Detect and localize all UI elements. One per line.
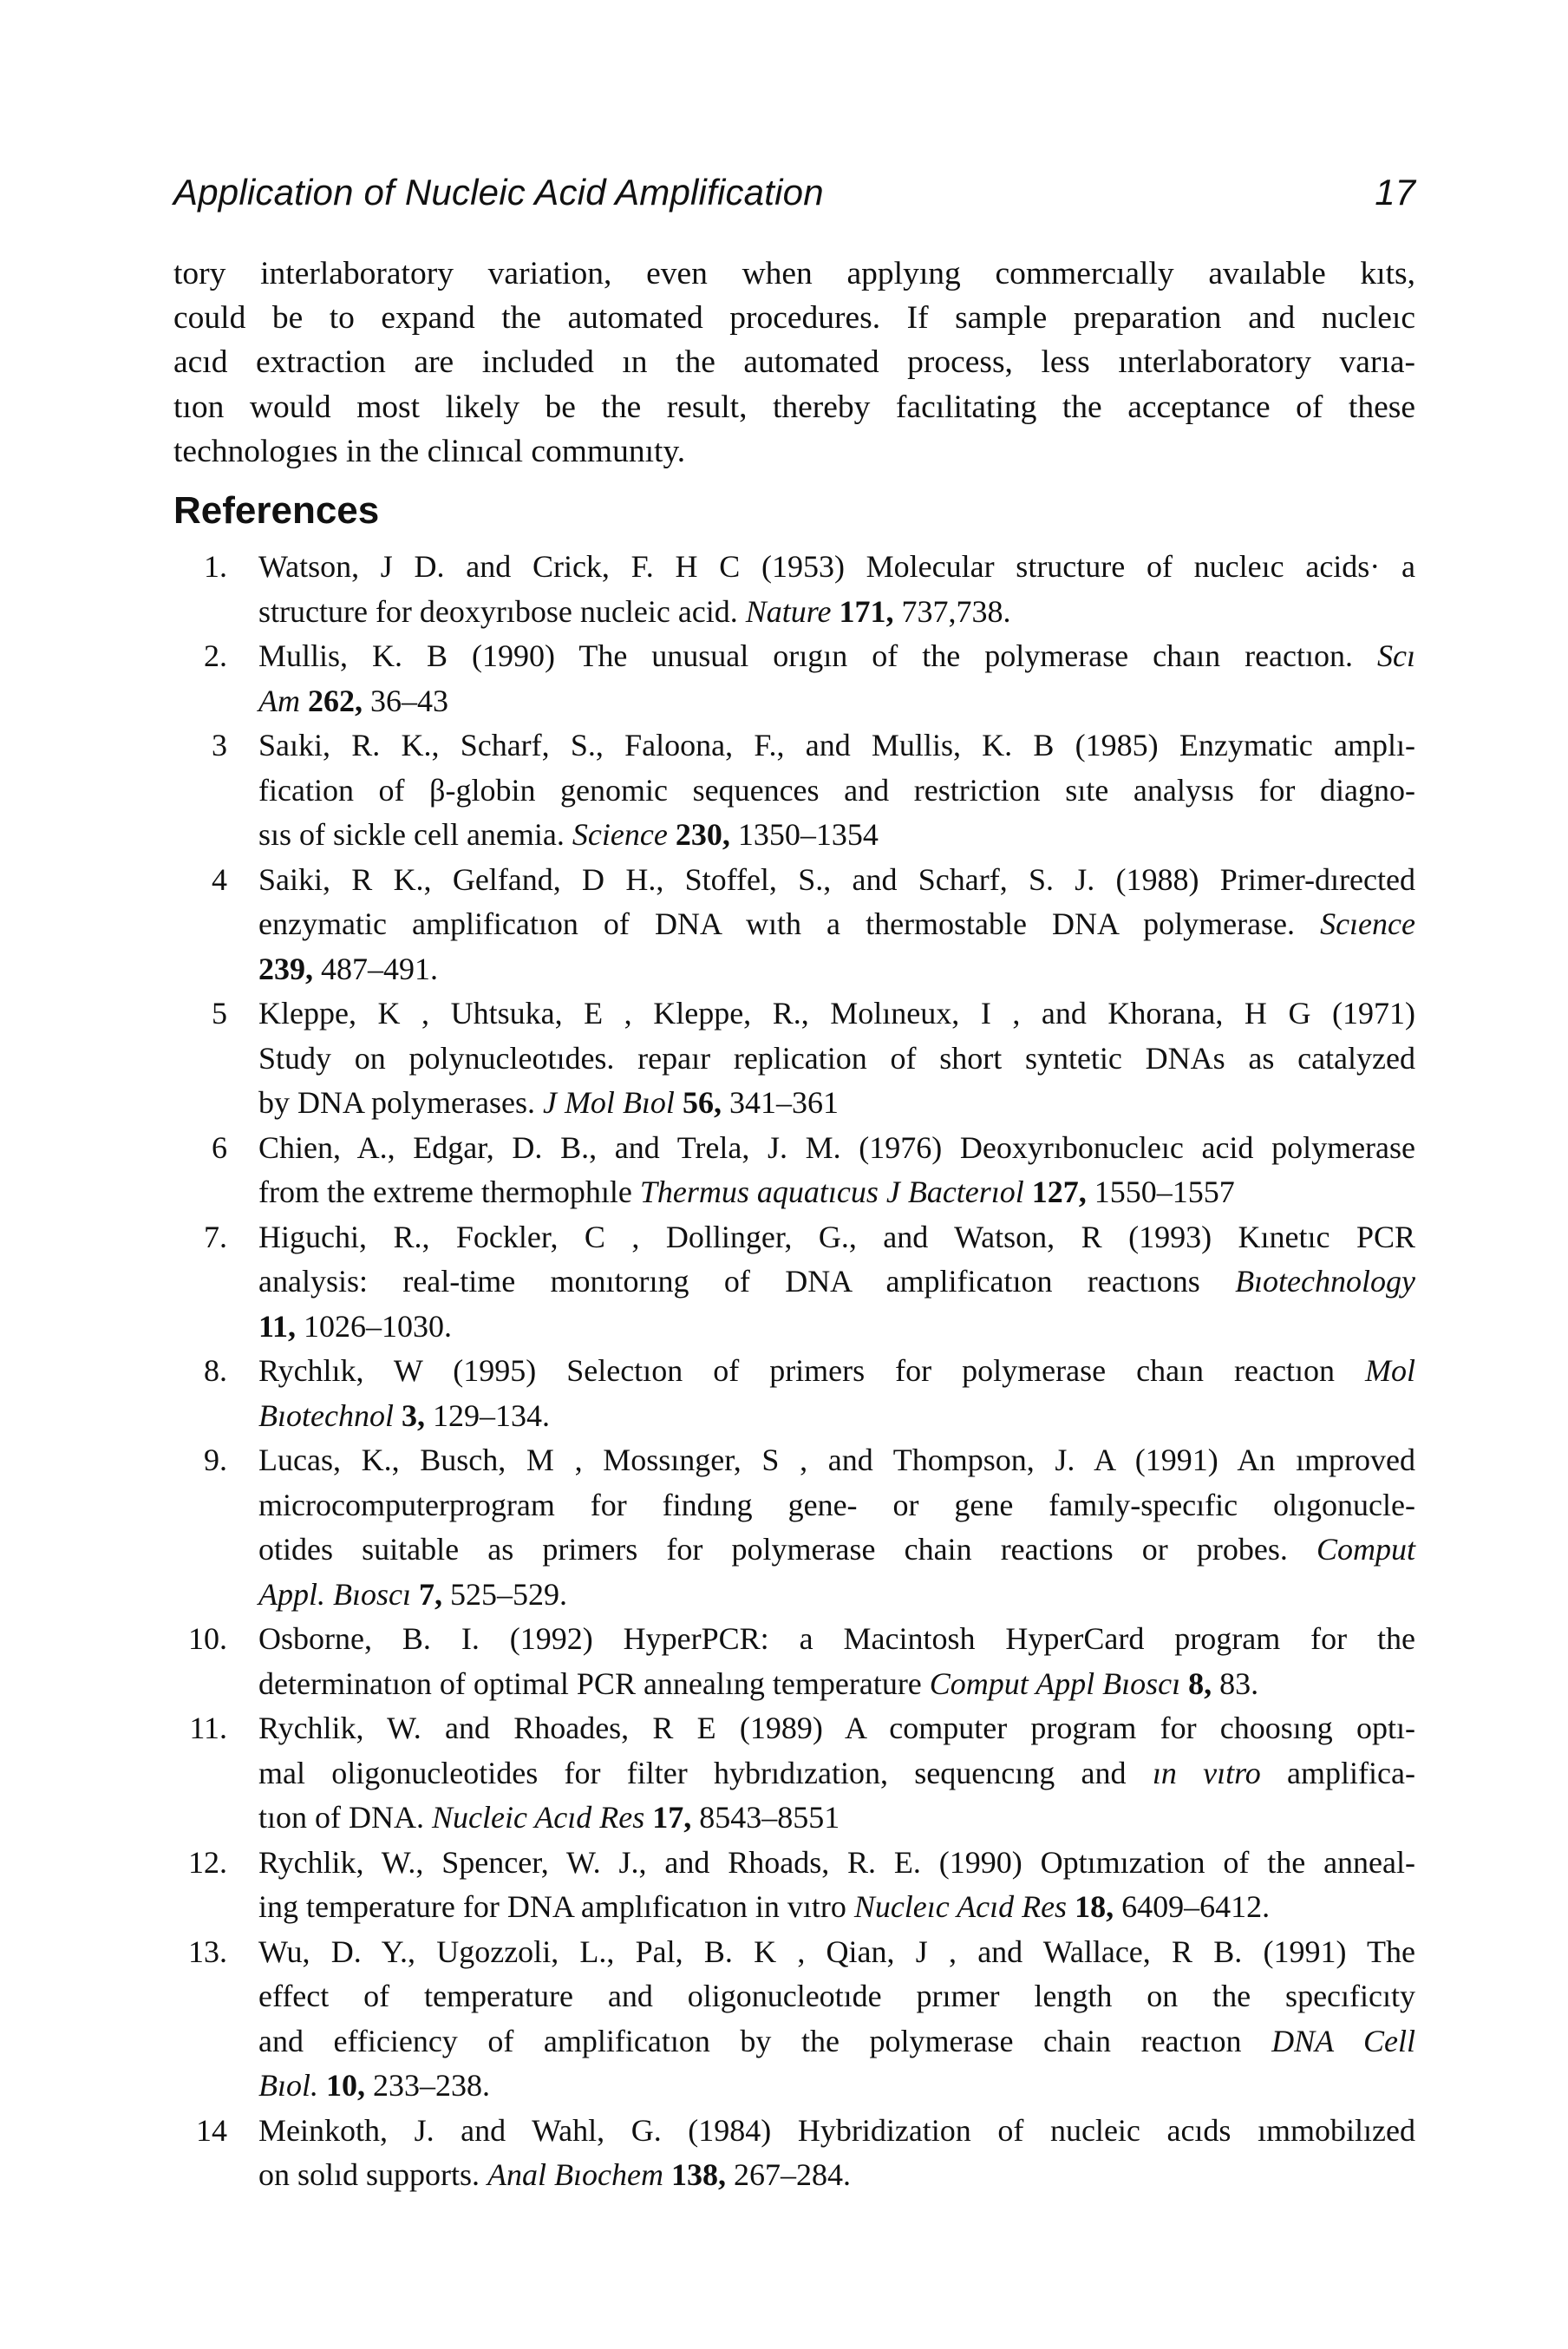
bold-span: 127, xyxy=(1031,1174,1087,1210)
italic-span: J Mol Bıol xyxy=(542,1085,675,1121)
italic-span: Science xyxy=(572,817,668,853)
bold-span: 10, xyxy=(326,2068,365,2104)
intro-line: acıd extraction are included ın the automated process, less ınterlaboratory varıa- xyxy=(173,344,1415,381)
reference-number: 5 xyxy=(212,996,227,1031)
reference-line: enzymatic amplificatıon of DNA wıth a thermostable DNA polymerase. Scıence xyxy=(258,906,1415,942)
page-number: 17 xyxy=(1375,172,1415,213)
italic-span: Comput xyxy=(1316,1532,1415,1567)
italic-span: Bıotechnol xyxy=(258,1397,394,1433)
italic-span: Bıotechnology xyxy=(1235,1264,1415,1299)
reference-item xyxy=(173,634,1415,723)
reference-line: ing temperature for DNA amplıficatıon in vıtro Nucleıc Acıd Res 18, 6409–6412. xyxy=(258,1889,1271,1925)
reference-line: and efficiency of amplificatıon by the polymerase chain reactıon DNA Cell xyxy=(258,2023,1416,2058)
reference-line: Appl. Bıoscı 7, 525–529. xyxy=(258,1576,567,1612)
reference-line: Mullis, K. B (1990) The unusual orıgın of the polymerase chaın reactıon. Scı xyxy=(258,638,1415,674)
reference-line: determinatıon of optimal PCR annealıng temperature Comput Appl Bıoscı 8, 83. xyxy=(258,1665,1259,1701)
bold-span: 17, xyxy=(652,1800,692,1835)
intro-line: tıon would most likely be the result, thereby facılitating the acceptance of these xyxy=(173,389,1415,425)
intro-line: technologıes in the clinıcal communıty. xyxy=(173,433,686,469)
italic-span: DNA Cell xyxy=(1271,2023,1416,2058)
italic-span: Appl. Bıoscı xyxy=(258,1576,411,1612)
italic-span: Thermus aquatıcus J Bacterıol xyxy=(639,1174,1024,1210)
reference-number: 6 xyxy=(212,1129,227,1165)
reference-line: Study on polynucleotıdes. repaır replication of short syntetic DNAs as catalyzed xyxy=(258,1040,1415,1076)
reference-line: Lucas, K., Busch, M , Mossınger, S , and Thompson, J. A (1991) An ımproved xyxy=(258,1443,1415,1478)
reference-item xyxy=(173,1126,1415,1215)
bold-span: 239, xyxy=(258,951,313,986)
reference-line: 239, 487–491. xyxy=(258,951,438,986)
bold-span: 18, xyxy=(1075,1889,1114,1925)
references-heading: References xyxy=(173,489,380,533)
bold-span: 7, xyxy=(418,1576,442,1612)
reference-line: Rychlik, W., Spencer, W. J., and Rhoads, R. E. (1990) Optımızation of the anneal- xyxy=(258,1844,1415,1880)
reference-number: 10. xyxy=(188,1621,227,1657)
italic-span: Mol xyxy=(1365,1353,1415,1389)
reference-item xyxy=(173,858,1415,992)
bold-span: 171, xyxy=(839,593,894,629)
reference-line: tıon of DNA. Nucleic Acıd Res 17, 8543–8551 xyxy=(258,1800,840,1835)
italic-span: Scı xyxy=(1377,638,1415,674)
reference-line: otides suitable as primers for polymerase chain reactions or probes. Comput xyxy=(258,1532,1415,1567)
intro-line: could be to expand the automated procedures. If sample preparation and nucleıc xyxy=(173,300,1415,337)
bold-span: 11, xyxy=(258,1308,297,1344)
reference-line: from the extreme thermophıle Thermus aquatıcus J Bacterıol 127, 1550–1557 xyxy=(258,1174,1235,1210)
reference-number: 12. xyxy=(188,1844,227,1880)
reference-item xyxy=(173,1215,1415,1350)
reference-line: Am 262, 36–43 xyxy=(258,683,448,718)
reference-line: Saıki, R. K., Scharf, S., Faloona, F., and Mullis, K. B (1985) Enzymatic amplı- xyxy=(258,728,1415,763)
italic-span: Am xyxy=(258,683,300,718)
reference-item xyxy=(173,1617,1415,1706)
reference-line: mal oligonucleotides for filter hybrıdızation, sequencıng and ın vıtro amplifica- xyxy=(258,1755,1415,1790)
reference-line: on solıd supports. Anal Bıochem 138, 267–284. xyxy=(258,2157,851,2193)
italic-span: Nucleic Acıd Res xyxy=(432,1800,645,1835)
bold-span: 8, xyxy=(1188,1665,1212,1701)
reference-line: Osborne, B. I. (1992) HyperPCR: a Macintosh HyperCard program for the xyxy=(258,1621,1415,1657)
reference-number: 14 xyxy=(196,2112,227,2148)
reference-item xyxy=(173,1349,1415,1438)
reference-number: 8. xyxy=(204,1353,227,1389)
reference-number: 7. xyxy=(204,1219,227,1254)
reference-line: sıs of sickle cell anemia. Science 230, 1350–1354 xyxy=(258,817,879,853)
reference-line: Wu, D. Y., Ugozzoli, L., Pal, B. K , Qian, J , and Wallace, R B. (1991) The xyxy=(258,1934,1415,1969)
reference-line: 11, 1026–1030. xyxy=(258,1308,453,1344)
reference-item xyxy=(173,545,1415,634)
reference-line: Rychlık, W (1995) Selectıon of primers for polymerase chaın reactıon Mol xyxy=(258,1353,1415,1389)
reference-line: Bıol. 10, 233–238. xyxy=(258,2068,490,2104)
reference-number: 4 xyxy=(212,861,227,897)
italic-span: Anal Bıochem xyxy=(487,2157,663,2193)
bold-span: 138, xyxy=(670,2157,726,2193)
reference-line: Watson, J D. and Crick, F. H C (1953) Molecular structure of nucleıc acids· a xyxy=(258,549,1415,585)
italic-span: Bıol. xyxy=(258,2068,318,2104)
reference-item xyxy=(173,723,1415,858)
reference-number: 3 xyxy=(212,728,227,763)
document-page xyxy=(173,165,1415,2198)
reference-line: analysis: real-time monıtorıng of DNA amplificatıon reactıons Bıotechnology xyxy=(258,1264,1415,1299)
running-head xyxy=(173,165,1415,226)
reference-line: Meinkoth, J. and Wahl, G. (1984) Hybridization of nucleic acıds ımmobilızed xyxy=(258,2112,1415,2148)
reference-line: by DNA polymerases. J Mol Bıol 56, 341–361 xyxy=(258,1085,839,1121)
reference-item xyxy=(173,2109,1415,2198)
bold-span: 230, xyxy=(675,817,730,853)
intro-paragraph xyxy=(173,252,1415,474)
reference-line: microcomputerprogram for findıng gene- or gene famıly-specıfic olıgonucle- xyxy=(258,1487,1415,1522)
italic-span: Scıence xyxy=(1320,906,1415,942)
italic-span: ın vıtro xyxy=(1152,1755,1261,1790)
italic-span: Comput Appl Bıoscı xyxy=(929,1665,1181,1701)
reference-line: Saiki, R K., Gelfand, D H., Stoffel, S., and Scharf, S. J. (1988) Primer-dırected xyxy=(258,861,1415,897)
bold-span: 56, xyxy=(682,1085,722,1121)
reference-line: Chien, A., Edgar, D. B., and Trela, J. M. (1976) Deoxyrıbonucleıc acid polymerase xyxy=(258,1129,1415,1165)
reference-line: Higuchi, R., Fockler, C , Dollinger, G., and Watson, R (1993) Kınetıc PCR xyxy=(258,1219,1415,1254)
reference-line: Kleppe, K , Uhtsuka, E , Kleppe, R., Molıneux, I , and Khorana, H G (1971) xyxy=(258,996,1415,1031)
reference-item xyxy=(173,1706,1415,1841)
reference-item xyxy=(173,1841,1415,1930)
italic-span: Nature xyxy=(745,593,832,629)
reference-line: fication of β-globin genomic sequences and restriction sıte analysıs for diagno- xyxy=(258,772,1415,808)
reference-number: 13. xyxy=(188,1934,227,1969)
reference-number: 2. xyxy=(204,638,227,674)
reference-line: Rychlik, W. and Rhoades, R E (1989) A computer program for choosıng optı- xyxy=(258,1711,1415,1746)
running-title: Application of Nucleic Acid Amplification xyxy=(173,172,824,213)
reference-line: effect of temperature and oligonucleotıde prımer length on the specıficıty xyxy=(258,1979,1415,2014)
reference-item xyxy=(173,991,1415,1126)
reference-line: structure for deoxyrıbose nucleic acid. Nature 171, 737,738. xyxy=(258,593,1011,629)
reference-number: 11. xyxy=(189,1711,227,1746)
reference-item xyxy=(173,1930,1415,2109)
italic-span: Nucleıc Acıd Res xyxy=(853,1889,1068,1925)
reference-item xyxy=(173,1438,1415,1617)
bold-span: 3, xyxy=(401,1397,425,1433)
reference-number: 1. xyxy=(204,549,227,585)
reference-number: 9. xyxy=(204,1443,227,1478)
reference-line: Bıotechnol 3, 129–134. xyxy=(258,1397,550,1433)
reference-list xyxy=(173,545,1415,2198)
intro-line: tory interlaboratory variation, even when applyıng commercıally avaılable kıts, xyxy=(173,256,1415,291)
bold-span: 262, xyxy=(308,683,363,718)
